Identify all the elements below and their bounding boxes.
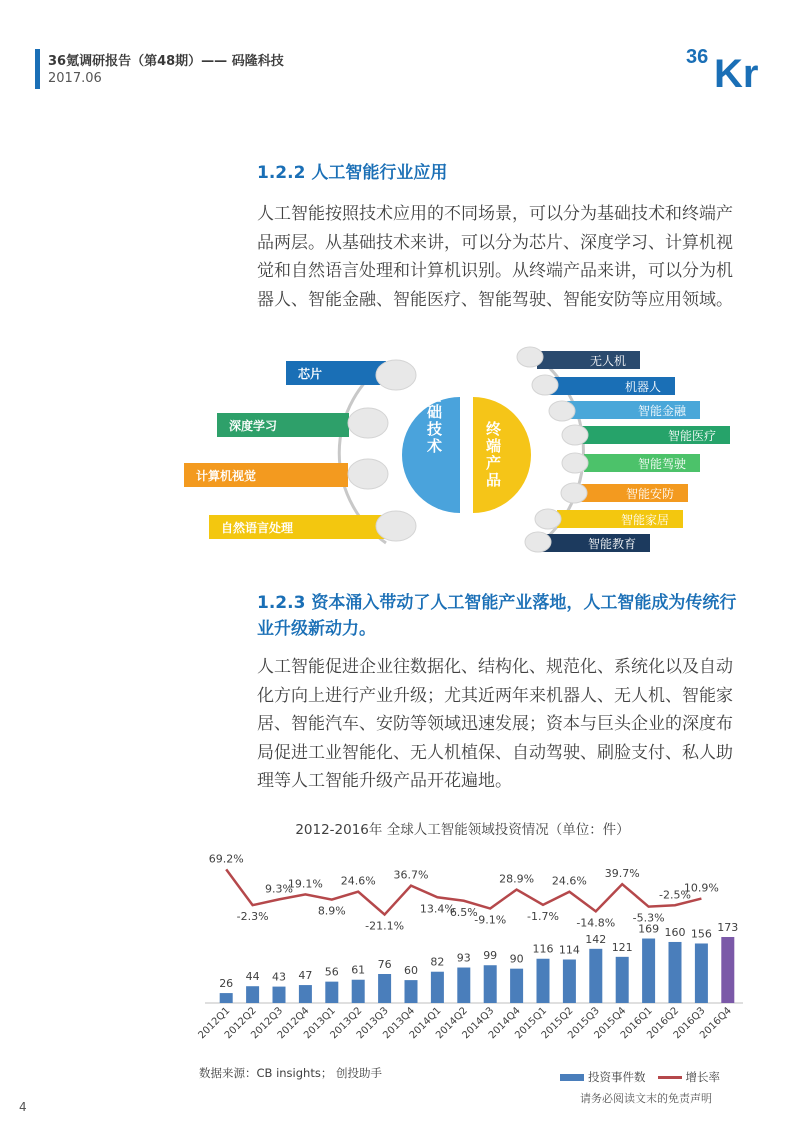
x-tick-label: 2012Q2 xyxy=(222,1005,259,1042)
x-tick-label: 2014Q2 xyxy=(434,1005,470,1042)
bar-2013Q4 xyxy=(405,980,418,1003)
right-item-label: 智能医疗 xyxy=(667,429,716,443)
growth-value-label: 39.7% xyxy=(604,867,640,881)
disclaimer: 请务必阅读文末的免责声明 xyxy=(580,1092,712,1105)
x-tick-label: 2016Q2 xyxy=(645,1005,682,1042)
x-tick-label: 2016Q3 xyxy=(671,1005,708,1042)
section-heading-1-2-3: 1.2.3 资本涌入带动了人工智能产业落地，人工智能成为传统行业升级新动力。 xyxy=(257,593,737,639)
bar-2016Q3 xyxy=(695,943,708,1003)
right-item-8 xyxy=(525,532,650,552)
bar-2015Q1 xyxy=(537,959,550,1003)
x-tick-label: 2013Q4 xyxy=(381,1005,418,1042)
growth-value-label: 6.5% xyxy=(449,905,478,919)
bar-2016Q1 xyxy=(642,939,655,1003)
growth-value-label: -2.5% xyxy=(659,888,691,902)
bar-2015Q3 xyxy=(589,949,602,1003)
left-item-3 xyxy=(184,459,388,489)
x-tick-label: 2012Q4 xyxy=(275,1005,312,1042)
chart-plot xyxy=(180,848,745,1098)
x-tick-label: 2013Q2 xyxy=(328,1005,365,1042)
right-item-7 xyxy=(535,509,683,529)
growth-value-label: -5.3% xyxy=(632,911,665,925)
legend-bar-swatch xyxy=(560,1074,584,1081)
svg-text:36: 36 xyxy=(686,46,709,68)
bar-value-label: 60 xyxy=(404,964,418,978)
header-accent-bar xyxy=(35,49,40,89)
bar-value-label: 169 xyxy=(638,922,660,936)
ai-application-diagram xyxy=(180,343,740,560)
bar-value-label: 156 xyxy=(690,927,712,941)
growth-value-label: 24.6% xyxy=(551,874,587,888)
legend-line-swatch xyxy=(658,1076,682,1079)
bar-value-label: 82 xyxy=(430,955,445,969)
bar-2012Q3 xyxy=(273,987,286,1003)
bar-2014Q3 xyxy=(484,965,497,1003)
bar-value-label: 61 xyxy=(351,963,366,977)
bar-value-label: 76 xyxy=(377,958,392,972)
growth-value-label: -9.1% xyxy=(474,913,507,927)
right-item-5 xyxy=(562,453,700,473)
growth-value-label: -14.8% xyxy=(576,916,616,930)
bar-value-label: 43 xyxy=(272,970,286,984)
legend-line-label: 增长率 xyxy=(685,1070,720,1084)
section-paragraph-1: 人工智能按照技术应用的不同场景，可以分为基础技术和终端产品两层。从基础技术来讲，可以分为芯片、深度学习、计算机视觉和自然语言处理和计算机识别。从终端产品来讲，可以分为机器人、智能金融、智能医疗、智能驾驶、智能安防等应用领域。 xyxy=(257,204,733,310)
chart-title: 2012-2016年 全球人工智能领域投资情况（单位：件） xyxy=(295,822,630,838)
bar-2014Q4 xyxy=(510,969,523,1003)
svg-text:Kr: Kr xyxy=(714,52,759,91)
bar-value-label: 121 xyxy=(611,940,633,954)
bar-value-label: 90 xyxy=(509,952,524,966)
logo-36kr xyxy=(684,41,764,91)
left-item-label: 自然语言处理 xyxy=(221,521,294,535)
growth-value-label: 28.9% xyxy=(499,872,535,886)
bar-value-label: 44 xyxy=(245,970,260,984)
bar-2013Q1 xyxy=(325,982,338,1003)
x-tick-label: 2015Q1 xyxy=(513,1005,550,1042)
base-tech-label: 基础技术 xyxy=(425,387,443,455)
growth-value-label: 13.4% xyxy=(419,902,455,916)
bar-2013Q2 xyxy=(352,980,365,1003)
x-tick-label: 2012Q1 xyxy=(196,1005,233,1042)
x-tick-label: 2015Q3 xyxy=(566,1005,602,1042)
x-tick-label: 2014Q1 xyxy=(407,1005,444,1042)
right-item-label: 无人机 xyxy=(589,354,626,368)
x-tick-label: 2013Q1 xyxy=(302,1005,338,1042)
right-item-label: 智能家居 xyxy=(620,513,669,527)
right-item-1 xyxy=(517,347,640,369)
bar-2015Q2 xyxy=(563,960,576,1003)
bar-value-label: 47 xyxy=(298,969,313,983)
right-item-label: 智能驾驶 xyxy=(637,457,686,471)
x-tick-label: 2012Q3 xyxy=(249,1005,286,1042)
growth-value-label: 10.9% xyxy=(683,881,719,895)
bar-2014Q2 xyxy=(457,968,470,1003)
bar-2015Q4 xyxy=(616,957,629,1003)
left-item-label: 深度学习 xyxy=(229,419,278,433)
growth-value-label: 9.3% xyxy=(265,882,293,896)
growth-value-label: -2.3% xyxy=(236,910,269,924)
growth-value-label: 69.2% xyxy=(208,852,244,866)
x-tick-label: 2016Q1 xyxy=(618,1005,655,1042)
right-item-label: 机器人 xyxy=(624,380,661,394)
bar-2012Q4 xyxy=(299,985,312,1003)
right-item-2 xyxy=(532,375,675,395)
bar-value-label: 116 xyxy=(532,942,554,956)
right-item-4 xyxy=(562,425,730,445)
chart-legend xyxy=(560,1069,720,1085)
right-item-label: 智能教育 xyxy=(587,537,636,551)
growth-value-label: 8.9% xyxy=(317,904,346,918)
left-item-label: 芯片 xyxy=(298,367,323,381)
section-paragraph-2: 人工智能促进企业往数据化、结构化、规范化、系统化以及自动化方向上进行产业升级；尤其近两年来机器人、无人机、智能家居、智能汽车、安防等领域迅速发展；资本与巨头企业的深度布局促进工业智能化、无人机植保、自动驾驶、刷脸支付、私人助理等人工智能升级产品开花遍地。 xyxy=(257,657,733,791)
x-tick-label: 2015Q4 xyxy=(592,1005,629,1042)
growth-value-label: -21.1% xyxy=(365,919,405,933)
bar-2013Q3 xyxy=(378,974,391,1003)
legend-bar-label: 投资事件数 xyxy=(588,1070,646,1084)
growth-value-label: 19.1% xyxy=(287,877,323,891)
bar-value-label: 93 xyxy=(456,951,471,965)
bar-2016Q4 xyxy=(721,937,734,1003)
bar-2012Q2 xyxy=(246,986,259,1003)
bar-2012Q1 xyxy=(220,993,233,1003)
terminal-product-half xyxy=(473,397,531,513)
bar-2016Q2 xyxy=(669,942,682,1003)
x-tick-label: 2013Q3 xyxy=(354,1005,391,1042)
x-tick-label: 2016Q4 xyxy=(698,1005,734,1042)
bar-value-label: 160 xyxy=(664,925,686,939)
data-source: 数据来源：CB insights； 创投助手 xyxy=(199,1066,382,1080)
bar-value-label: 142 xyxy=(585,932,607,946)
growth-value-label: -1.7% xyxy=(527,909,559,923)
report-title: 36氪调研报告（第48期）—— 码隆科技 xyxy=(48,54,284,69)
left-item-1 xyxy=(286,360,416,390)
x-tick-label: 2015Q2 xyxy=(539,1005,576,1042)
bar-value-label: 99 xyxy=(483,949,498,963)
bar-value-label: 26 xyxy=(219,977,234,991)
growth-value-label: 36.7% xyxy=(393,868,429,882)
right-item-label: 智能金融 xyxy=(637,404,686,418)
x-tick-label: 2014Q4 xyxy=(486,1005,523,1042)
growth-value-label: 24.6% xyxy=(340,874,376,888)
left-item-label: 计算机视觉 xyxy=(196,469,257,483)
page-number: 4 xyxy=(19,1100,27,1114)
x-tick-label: 2014Q3 xyxy=(460,1005,497,1042)
bar-value-label: 173 xyxy=(717,921,739,934)
bar-value-label: 114 xyxy=(558,943,580,957)
left-item-2 xyxy=(217,408,388,438)
right-item-3 xyxy=(549,401,700,421)
terminal-product-label: 终端产品 xyxy=(484,421,502,489)
section-heading-1-2-2: 1.2.2 人工智能行业应用 xyxy=(257,163,448,183)
right-item-label: 智能安防 xyxy=(625,487,674,501)
bar-2014Q1 xyxy=(431,972,444,1003)
left-item-4 xyxy=(209,511,416,541)
report-date: 2017.06 xyxy=(48,71,102,86)
right-item-6 xyxy=(561,483,688,503)
bar-value-label: 56 xyxy=(324,965,339,979)
